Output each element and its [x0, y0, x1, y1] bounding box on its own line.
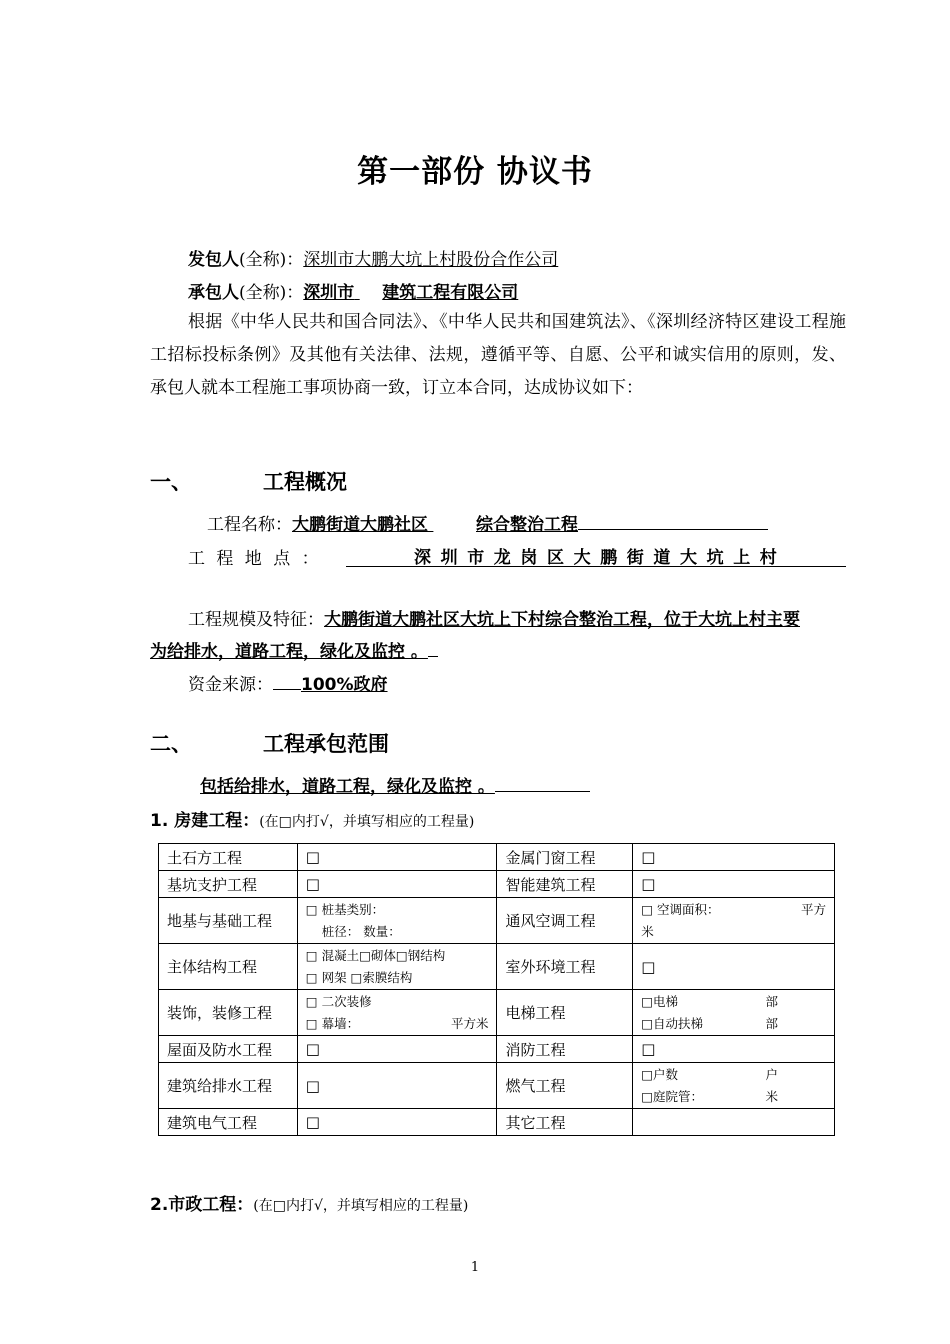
building-works-table — [158, 843, 835, 1136]
table-cell-option[interactable] — [633, 1036, 835, 1063]
scope-value: 包括给排水，道路工程，绿化及监控 。 — [200, 777, 495, 797]
intro-paragraph: 根据《中华人民共和国合同法》、《中华人民共和国建筑法》、《深圳经济特区建设工程施工招标投标条例》及其他有关法律、法规，遵循平等、自愿、公平和诚实信用的原则，发、承包人就本工程施工事项协商一致，订立本合同，达成协议如下： — [150, 312, 846, 398]
option-line[interactable]: □电梯 — [641, 993, 679, 1009]
checkbox[interactable]: □ — [305, 1040, 320, 1058]
contractor-line — [188, 278, 518, 303]
employer-line — [188, 245, 558, 270]
table-cell-option[interactable] — [297, 871, 497, 898]
fund-label: 资金来源： — [188, 675, 273, 695]
unit-label: 平方 — [800, 901, 826, 917]
project-name-gap — [428, 515, 476, 535]
checkbox[interactable]: □ — [305, 848, 320, 866]
scale-fill — [428, 637, 438, 657]
subsection2-line — [150, 1190, 468, 1215]
section2-number: 二、 — [150, 732, 192, 756]
option-line[interactable]: □ 网架 □索膜结构 — [305, 969, 413, 985]
project-name-a: 大鹏街道大鹏社区 — [292, 515, 428, 535]
table-cell-label: 其它工程 — [497, 1109, 633, 1136]
project-name-b: 综合整治工程 — [476, 515, 578, 535]
unit-label: 米 — [765, 1088, 778, 1104]
unit-label: 平方米 — [450, 1015, 489, 1031]
contractor-name-b: 建筑工程有限公司 — [382, 283, 519, 303]
option-line[interactable]: □ 二次装修 — [305, 993, 372, 1009]
scale-line-1 — [188, 605, 800, 630]
table-row — [159, 944, 835, 990]
project-name-label: 工程名称： — [207, 515, 292, 535]
option-line: 桩径： 数量： — [321, 923, 401, 939]
employer-paren: (全称)： — [239, 250, 304, 270]
table-row — [159, 1063, 835, 1109]
table-cell-label: 燃气工程 — [497, 1063, 633, 1109]
section1-number: 一、 — [150, 470, 192, 494]
table-cell-option[interactable] — [633, 898, 835, 944]
table-cell-label: 建筑电气工程 — [159, 1109, 298, 1136]
contractor-name-gap — [354, 283, 382, 303]
table-cell-option[interactable] — [633, 871, 835, 898]
table-cell-label: 智能建筑工程 — [497, 871, 633, 898]
document-title: 第一部份 协议书 — [357, 154, 593, 190]
option-line[interactable]: □ 桩基类别： — [305, 901, 385, 917]
subsection2-title: 2.市政工程： — [150, 1195, 254, 1215]
option-line[interactable]: □庭院管： — [641, 1088, 704, 1104]
table-cell-label: 基坑支护工程 — [159, 871, 298, 898]
table-cell-label: 建筑给排水工程 — [159, 1063, 298, 1109]
subsection1-title: 1. 房建工程： — [150, 811, 260, 831]
unit-label: 部 — [765, 993, 778, 1009]
option-line[interactable]: □自动扶梯 — [641, 1015, 704, 1031]
contractor-label: 承包人 — [188, 283, 239, 303]
option-line[interactable]: □ 空调面积： — [641, 901, 720, 917]
location-label: 工程地点： — [188, 549, 330, 569]
fund-line — [188, 670, 388, 695]
subsection1-note: (在□内打√，并填写相应的工程量) — [259, 814, 475, 830]
checkbox[interactable]: □ — [305, 1076, 320, 1095]
table-cell-label: 土石方工程 — [159, 844, 298, 871]
table-cell-option[interactable] — [297, 1109, 497, 1136]
checkbox[interactable]: □ — [641, 848, 656, 866]
table-cell-option[interactable] — [297, 1036, 497, 1063]
scope-line — [200, 772, 590, 797]
scope-fill — [495, 772, 590, 792]
section1-heading: 工程概况 — [263, 470, 347, 494]
option-line[interactable]: □ 幕墙： — [305, 1015, 360, 1031]
checkbox[interactable]: □ — [641, 875, 656, 893]
table-cell-option[interactable] — [297, 944, 497, 990]
table-cell-option[interactable] — [297, 1063, 497, 1109]
employer-name: 深圳市大鹏大坑上村股份合作公司 — [303, 250, 559, 270]
table-cell-option[interactable] — [297, 990, 497, 1036]
table-cell-option[interactable] — [633, 944, 835, 990]
table-cell-label: 装饰，装修工程 — [159, 990, 298, 1036]
option-line[interactable]: □ 混凝土□砌体□钢结构 — [305, 947, 446, 963]
table-cell-label: 屋面及防水工程 — [159, 1036, 298, 1063]
scale-label: 工程规模及特征： — [188, 610, 324, 630]
checkbox[interactable]: □ — [305, 875, 320, 893]
table-cell-option[interactable] — [633, 1063, 835, 1109]
table-row — [159, 990, 835, 1036]
table-row — [159, 1109, 835, 1136]
unit-label: 户 — [765, 1066, 778, 1082]
table-cell-label: 电梯工程 — [497, 990, 633, 1036]
table-cell-option[interactable] — [297, 898, 497, 944]
project-name-line — [207, 510, 768, 535]
subsection1-line — [150, 806, 474, 831]
employer-label: 发包人 — [188, 250, 239, 270]
location-value: 深圳市龙岗区大鹏街道大坑上村 — [414, 548, 787, 568]
table-row — [159, 1036, 835, 1063]
table-row — [159, 871, 835, 898]
table-row — [159, 898, 835, 944]
checkbox[interactable]: □ — [305, 1113, 320, 1131]
contractor-name-a: 深圳市 — [303, 283, 355, 303]
fund-value: 100%政府 — [301, 675, 388, 695]
table-cell-label: 主体结构工程 — [159, 944, 298, 990]
page-number: 1 — [470, 1260, 480, 1275]
table-cell-label: 消防工程 — [497, 1036, 633, 1063]
table-cell-label: 通风空调工程 — [497, 898, 633, 944]
table-cell-option[interactable] — [297, 844, 497, 871]
table-cell-label: 地基与基础工程 — [159, 898, 298, 944]
contractor-paren: (全称)： — [239, 283, 304, 303]
fund-fill — [273, 670, 301, 690]
scale-value-1: 大鹏街道大鹏社区大坑上下村综合整治工程，位于大坑上村主要 — [324, 610, 800, 630]
table-row — [159, 844, 835, 871]
checkbox[interactable]: □ — [641, 957, 656, 976]
scale-value-2: 为给排水，道路工程，绿化及监控 。 — [150, 642, 428, 662]
option-line[interactable]: □户数 — [641, 1066, 679, 1082]
table-cell-label: 金属门窗工程 — [497, 844, 633, 871]
table-cell-option[interactable] — [633, 990, 835, 1036]
checkbox[interactable]: □ — [641, 1040, 656, 1058]
unit-label: 部 — [765, 1015, 778, 1031]
table-cell-option[interactable] — [633, 844, 835, 871]
scale-line-2 — [150, 637, 438, 662]
table-cell-option[interactable] — [633, 1109, 835, 1136]
project-name-fill — [578, 510, 768, 530]
section2-heading: 工程承包范围 — [263, 732, 389, 756]
subsection2-note: (在□内打√，并填写相应的工程量) — [253, 1198, 469, 1214]
table-cell-label: 室外环境工程 — [497, 944, 633, 990]
option-line: 米 — [641, 923, 654, 939]
